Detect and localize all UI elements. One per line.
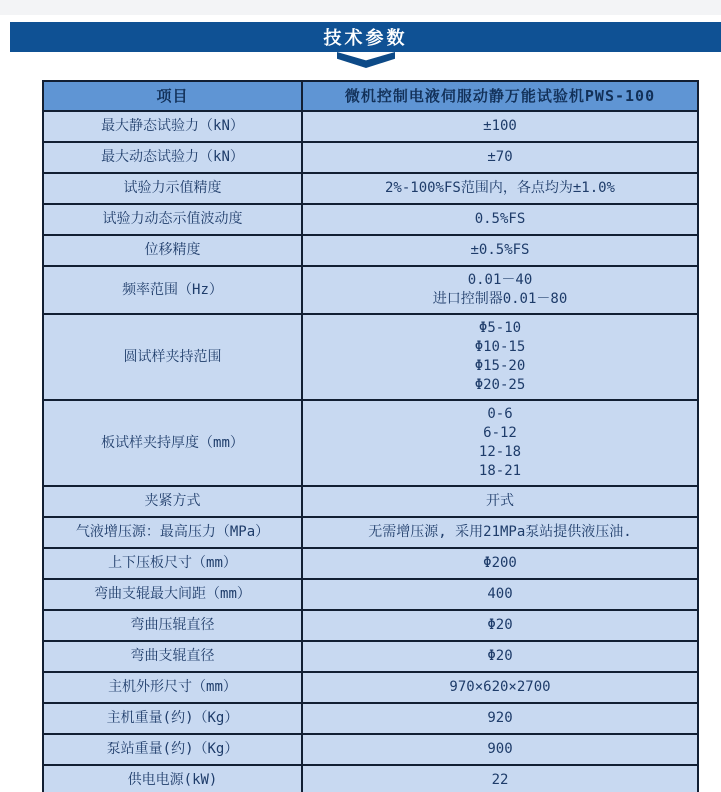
table-row (43, 672, 698, 703)
row-label: 弯曲支辊直径 (43, 641, 302, 672)
row-value (302, 610, 698, 641)
row-value (302, 266, 698, 314)
row-value (302, 111, 698, 142)
row-value-line: 900 (487, 741, 513, 757)
row-value-line: 6-12 (483, 425, 517, 441)
row-label: 主机外形尺寸（mm） (43, 672, 302, 703)
chevron-down-icon (337, 52, 395, 68)
row-label: 弯曲压辊直径 (43, 610, 302, 641)
row-value (302, 400, 698, 486)
header-row (43, 81, 698, 111)
row-value-line: 970×620×2700 (449, 679, 551, 695)
row-label: 弯曲支辊最大间距（mm） (43, 579, 302, 610)
row-label: 频率范围（Hz） (43, 266, 302, 314)
row-value-line: 0.01－40 (467, 272, 533, 288)
row-value (302, 765, 698, 792)
row-value (302, 517, 698, 548)
row-value (302, 314, 698, 400)
row-label: 供电电源(kW) (43, 765, 302, 792)
spec-table (42, 80, 699, 792)
row-value-line: ±100 (483, 118, 517, 134)
spec-table-body (43, 111, 698, 792)
row-value (302, 235, 698, 266)
row-value-line: 无需增压源, 采用21MPa泵站提供液压油. (368, 524, 632, 540)
table-row (43, 765, 698, 792)
row-value-line: Φ5-10 (478, 320, 522, 336)
table-row (43, 400, 698, 486)
col-header-model: 微机控制电液伺服动静万能试验机PWS-100 (302, 81, 698, 111)
row-value-line: Φ200 (483, 555, 517, 571)
table-row (43, 703, 698, 734)
row-value (302, 548, 698, 579)
row-value (302, 641, 698, 672)
row-value-line: Φ20-25 (474, 377, 526, 393)
spec-table-header (43, 81, 698, 111)
row-value-line: Φ20 (487, 617, 513, 633)
table-row (43, 142, 698, 173)
row-value-line: 12-18 (478, 444, 522, 460)
table-row (43, 734, 698, 765)
table-row (43, 111, 698, 142)
table-row (43, 641, 698, 672)
row-value (302, 672, 698, 703)
row-label: 板试样夹持厚度（mm） (43, 400, 302, 486)
section-banner (10, 22, 721, 52)
table-row (43, 517, 698, 548)
row-value-line: ±0.5%FS (470, 242, 530, 258)
table-row (43, 548, 698, 579)
row-value-line: 400 (487, 586, 513, 602)
row-value-line: 22 (491, 772, 509, 788)
row-value-line: 920 (487, 710, 513, 726)
row-value-line: 2%-100%FS范围内，各点均为±1.0% (384, 180, 615, 196)
row-label: 最大动态试验力（kN） (43, 142, 302, 173)
row-value-line: 0-6 (487, 406, 513, 422)
table-row (43, 173, 698, 204)
row-value (302, 204, 698, 235)
table-row (43, 235, 698, 266)
row-value (302, 142, 698, 173)
row-value (302, 486, 698, 517)
section-title: 技术参数 (323, 28, 408, 49)
row-value (302, 173, 698, 204)
row-label: 泵站重量(约)（Kg） (43, 734, 302, 765)
table-row (43, 314, 698, 400)
row-label: 试验力示值精度 (43, 173, 302, 204)
table-row (43, 610, 698, 641)
row-label: 位移精度 (43, 235, 302, 266)
row-value-line: Φ15-20 (474, 358, 526, 374)
row-value (302, 579, 698, 610)
row-value-line: Φ20 (487, 648, 513, 664)
row-label: 上下压板尺寸（mm） (43, 548, 302, 579)
table-row (43, 204, 698, 235)
row-value-line: 18-21 (478, 463, 522, 479)
row-value-line: 进口控制器0.01－80 (432, 291, 568, 307)
page-top-strip (0, 0, 721, 15)
table-row (43, 579, 698, 610)
col-header-item: 项目 (43, 81, 302, 111)
row-value-line: Φ10-15 (474, 339, 526, 355)
table-row (43, 266, 698, 314)
row-label: 夹紧方式 (43, 486, 302, 517)
row-label: 试验力动态示值波动度 (43, 204, 302, 235)
row-label: 最大静态试验力（kN） (43, 111, 302, 142)
row-value (302, 703, 698, 734)
row-value (302, 734, 698, 765)
row-value-line: ±70 (487, 149, 513, 165)
row-label: 气液增压源：最高压力（MPa） (43, 517, 302, 548)
row-label: 圆试样夹持范围 (43, 314, 302, 400)
row-value-line: 0.5%FS (474, 211, 526, 227)
row-value-line: 开式 (486, 493, 514, 509)
table-row (43, 486, 698, 517)
row-label: 主机重量(约)（Kg） (43, 703, 302, 734)
